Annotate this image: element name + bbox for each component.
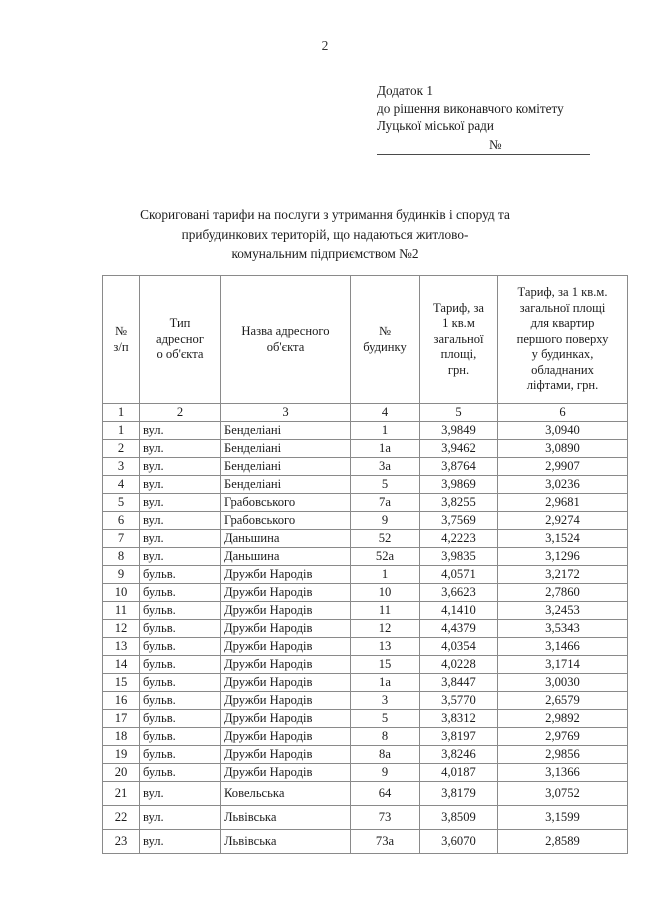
cell-object-type: бульв. (140, 692, 221, 710)
cell-tariff-value: 3,8764 (420, 458, 498, 476)
table-row (103, 584, 628, 602)
cell-house-number: 11 (351, 602, 420, 620)
approval-line-2: до рішення виконавчого комітету (377, 100, 564, 116)
cell-tariff-value: 3,8312 (420, 710, 498, 728)
column-header-object-type-label: Тип адресног о об'єкта (156, 316, 204, 362)
cell-tariff-value: 4,1410 (420, 602, 498, 620)
cell-object-name: Дружби Народів (221, 584, 351, 602)
table-row (103, 440, 628, 458)
cell-tariff-first-floor-value: 2,8589 (498, 830, 628, 854)
table-row (103, 830, 628, 854)
cell-tariff-first-floor-value: 3,0890 (498, 440, 628, 458)
table-row (103, 764, 628, 782)
cell-object-name: Дружби Народів (221, 746, 351, 764)
cell-tariff-first-floor-value: 2,6579 (498, 692, 628, 710)
cell-house-number: 9 (351, 764, 420, 782)
column-header-tariff-first-floor (498, 276, 628, 404)
cell-object-type: вул. (140, 512, 221, 530)
table-row (103, 782, 628, 806)
cell-row-index: 14 (103, 656, 140, 674)
cell-object-type: вул. (140, 458, 221, 476)
cell-row-index: 19 (103, 746, 140, 764)
cell-tariff-first-floor-value: 3,2453 (498, 602, 628, 620)
cell-tariff-first-floor-value: 3,1296 (498, 548, 628, 566)
cell-tariff-first-floor-value: 3,1714 (498, 656, 628, 674)
cell-object-name: Грабовського (221, 494, 351, 512)
cell-row-index: 13 (103, 638, 140, 656)
cell-house-number: 7а (351, 494, 420, 512)
cell-house-number: 10 (351, 584, 420, 602)
cell-tariff-value: 3,8509 (420, 806, 498, 830)
cell-object-type: бульв. (140, 656, 221, 674)
column-header-tariff (420, 276, 498, 404)
cell-object-name: Дружби Народів (221, 566, 351, 584)
column-header-index (103, 276, 140, 404)
cell-house-number: 73 (351, 806, 420, 830)
table-row (103, 458, 628, 476)
table-header (103, 276, 628, 422)
cell-house-number: 52 (351, 530, 420, 548)
column-header-tariff-label: Тариф, за 1 кв.м загальної площі, грн. (432, 300, 485, 377)
cell-tariff-first-floor-value: 3,5343 (498, 620, 628, 638)
tariff-table (102, 275, 628, 854)
cell-object-name: Дружби Народів (221, 728, 351, 746)
cell-object-type: вул. (140, 476, 221, 494)
column-number-1: 1 (103, 404, 140, 422)
cell-object-type: бульв. (140, 584, 221, 602)
cell-object-type: бульв. (140, 638, 221, 656)
cell-tariff-first-floor-value: 3,1524 (498, 530, 628, 548)
table-row (103, 422, 628, 440)
table-body (103, 422, 628, 854)
cell-tariff-first-floor-value: 3,0940 (498, 422, 628, 440)
cell-house-number: 12 (351, 620, 420, 638)
cell-object-type: вул. (140, 530, 221, 548)
table-row (103, 710, 628, 728)
cell-house-number: 5 (351, 710, 420, 728)
cell-row-index: 8 (103, 548, 140, 566)
cell-row-index: 6 (103, 512, 140, 530)
cell-tariff-first-floor-value: 2,9856 (498, 746, 628, 764)
approval-blank-rule (377, 154, 590, 155)
cell-tariff-first-floor-value: 3,0030 (498, 674, 628, 692)
approval-line-1: Додаток 1 (377, 83, 433, 98)
cell-object-type: бульв. (140, 746, 221, 764)
cell-row-index: 12 (103, 620, 140, 638)
cell-tariff-value: 4,0187 (420, 764, 498, 782)
table-row (103, 656, 628, 674)
cell-row-index: 22 (103, 806, 140, 830)
table-row (103, 638, 628, 656)
cell-row-index: 4 (103, 476, 140, 494)
cell-object-type: бульв. (140, 602, 221, 620)
cell-house-number: 5 (351, 476, 420, 494)
table-row (103, 548, 628, 566)
document-title-line-2: прибудинкових територій, що надаються житлово- (181, 226, 469, 242)
cell-tariff-value: 3,8197 (420, 728, 498, 746)
cell-object-type: бульв. (140, 710, 221, 728)
cell-object-type: вул. (140, 782, 221, 806)
cell-house-number: 15 (351, 656, 420, 674)
approval-block (377, 82, 607, 156)
column-number-2: 2 (140, 404, 221, 422)
cell-tariff-value: 3,9462 (420, 440, 498, 458)
cell-object-name: Дружби Народів (221, 764, 351, 782)
column-number-6: 6 (498, 404, 628, 422)
cell-row-index: 3 (103, 458, 140, 476)
cell-house-number: 13 (351, 638, 420, 656)
cell-row-index: 5 (103, 494, 140, 512)
cell-row-index: 11 (103, 602, 140, 620)
table-row (103, 566, 628, 584)
cell-object-type: вул. (140, 548, 221, 566)
table-row (103, 494, 628, 512)
table-row (103, 746, 628, 764)
cell-object-name: Дружби Народів (221, 620, 351, 638)
cell-row-index: 23 (103, 830, 140, 854)
cell-tariff-value: 4,0354 (420, 638, 498, 656)
cell-object-name: Дружби Народів (221, 656, 351, 674)
column-header-house-number-label: № будинку (363, 324, 407, 354)
cell-row-index: 21 (103, 782, 140, 806)
cell-row-index: 9 (103, 566, 140, 584)
cell-object-name: Львівська (221, 830, 351, 854)
cell-house-number: 1 (351, 566, 420, 584)
table-row (103, 674, 628, 692)
cell-house-number: 9 (351, 512, 420, 530)
column-number-3: 3 (221, 404, 351, 422)
cell-object-type: бульв. (140, 674, 221, 692)
table-row (103, 530, 628, 548)
cell-row-index: 10 (103, 584, 140, 602)
cell-tariff-first-floor-value: 3,1466 (498, 638, 628, 656)
cell-tariff-value: 3,6623 (420, 584, 498, 602)
cell-object-name: Дружби Народів (221, 710, 351, 728)
cell-object-name: Ковельська (221, 782, 351, 806)
cell-row-index: 17 (103, 710, 140, 728)
cell-tariff-first-floor-value: 2,9907 (498, 458, 628, 476)
number-sign-mark: № (489, 137, 502, 153)
cell-tariff-first-floor-value: 3,0752 (498, 782, 628, 806)
cell-tariff-value: 3,9835 (420, 548, 498, 566)
cell-tariff-value: 4,0228 (420, 656, 498, 674)
table-row (103, 602, 628, 620)
cell-object-name: Даньшина (221, 548, 351, 566)
cell-row-index: 15 (103, 674, 140, 692)
cell-tariff-value: 4,4379 (420, 620, 498, 638)
cell-object-name: Бенделіані (221, 458, 351, 476)
cell-tariff-value: 3,6070 (420, 830, 498, 854)
cell-tariff-first-floor-value: 3,1366 (498, 764, 628, 782)
table-header-row (103, 276, 628, 404)
table-row (103, 512, 628, 530)
cell-row-index: 16 (103, 692, 140, 710)
cell-object-type: вул. (140, 830, 221, 854)
cell-house-number: 1 (351, 422, 420, 440)
column-header-object-type (140, 276, 221, 404)
page-number: 2 (321, 38, 329, 53)
cell-tariff-first-floor-value: 3,1599 (498, 806, 628, 830)
cell-object-type: вул. (140, 494, 221, 512)
column-number-5: 5 (420, 404, 498, 422)
column-header-object-name (221, 276, 351, 404)
cell-tariff-value: 4,0571 (420, 566, 498, 584)
cell-tariff-first-floor-value: 2,9769 (498, 728, 628, 746)
cell-tariff-value: 3,8246 (420, 746, 498, 764)
cell-tariff-first-floor-value: 2,9274 (498, 512, 628, 530)
cell-object-name: Дружби Народів (221, 638, 351, 656)
column-header-object-name-label: Назва адресного об'єкта (241, 324, 330, 354)
cell-object-name: Дружби Народів (221, 692, 351, 710)
cell-object-name: Бенделіані (221, 476, 351, 494)
cell-tariff-first-floor-value: 2,9892 (498, 710, 628, 728)
cell-house-number: 1а (351, 440, 420, 458)
column-header-house-number (351, 276, 420, 404)
cell-tariff-first-floor-value: 3,2172 (498, 566, 628, 584)
approval-number-blank (377, 138, 590, 156)
table-column-number-row (103, 404, 628, 422)
column-header-index-label: № з/п (113, 324, 129, 354)
cell-house-number: 73а (351, 830, 420, 854)
cell-object-name: Бенделіані (221, 440, 351, 458)
cell-row-index: 18 (103, 728, 140, 746)
cell-object-type: бульв. (140, 566, 221, 584)
column-number-4: 4 (351, 404, 420, 422)
cell-object-name: Львівська (221, 806, 351, 830)
cell-object-type: вул. (140, 440, 221, 458)
cell-tariff-first-floor-value: 2,7860 (498, 584, 628, 602)
table-row (103, 476, 628, 494)
cell-object-type: бульв. (140, 620, 221, 638)
cell-row-index: 20 (103, 764, 140, 782)
table-row (103, 692, 628, 710)
cell-object-type: вул. (140, 422, 221, 440)
cell-row-index: 2 (103, 440, 140, 458)
cell-house-number: 8 (351, 728, 420, 746)
table-row (103, 620, 628, 638)
cell-object-type: вул. (140, 806, 221, 830)
column-header-tariff-first-floor-label: Тариф, за 1 кв.м. загальної площі для квартир першого поверху у будинках, обладнаних ліфтами, грн. (516, 285, 609, 393)
cell-object-type: бульв. (140, 728, 221, 746)
table-row (103, 806, 628, 830)
cell-house-number: 8а (351, 746, 420, 764)
cell-tariff-value: 3,7569 (420, 512, 498, 530)
cell-house-number: 52а (351, 548, 420, 566)
cell-house-number: 1а (351, 674, 420, 692)
table-row (103, 728, 628, 746)
cell-tariff-value: 3,9849 (420, 422, 498, 440)
approval-line-3: Луцької міської ради (377, 118, 494, 134)
cell-house-number: 3а (351, 458, 420, 476)
cell-tariff-first-floor-value: 2,9681 (498, 494, 628, 512)
document-title-line-3: комунальним підприємством №2 (231, 246, 419, 261)
cell-object-name: Бенделіані (221, 422, 351, 440)
cell-tariff-value: 3,5770 (420, 692, 498, 710)
document-title-line-1: Скориговані тарифи на послуги з утримання будинків і споруд та (140, 207, 510, 222)
cell-house-number: 3 (351, 692, 420, 710)
cell-row-index: 7 (103, 530, 140, 548)
cell-object-name: Дружби Народів (221, 602, 351, 620)
cell-tariff-value: 3,8447 (420, 674, 498, 692)
document-title (105, 205, 545, 264)
cell-tariff-value: 4,2223 (420, 530, 498, 548)
cell-object-type: бульв. (140, 764, 221, 782)
cell-object-name: Дружби Народів (221, 674, 351, 692)
cell-tariff-first-floor-value: 3,0236 (498, 476, 628, 494)
cell-row-index: 1 (103, 422, 140, 440)
cell-house-number: 64 (351, 782, 420, 806)
cell-tariff-value: 3,8255 (420, 494, 498, 512)
cell-tariff-value: 3,9869 (420, 476, 498, 494)
cell-object-name: Грабовського (221, 512, 351, 530)
cell-object-name: Даньшина (221, 530, 351, 548)
cell-tariff-value: 3,8179 (420, 782, 498, 806)
